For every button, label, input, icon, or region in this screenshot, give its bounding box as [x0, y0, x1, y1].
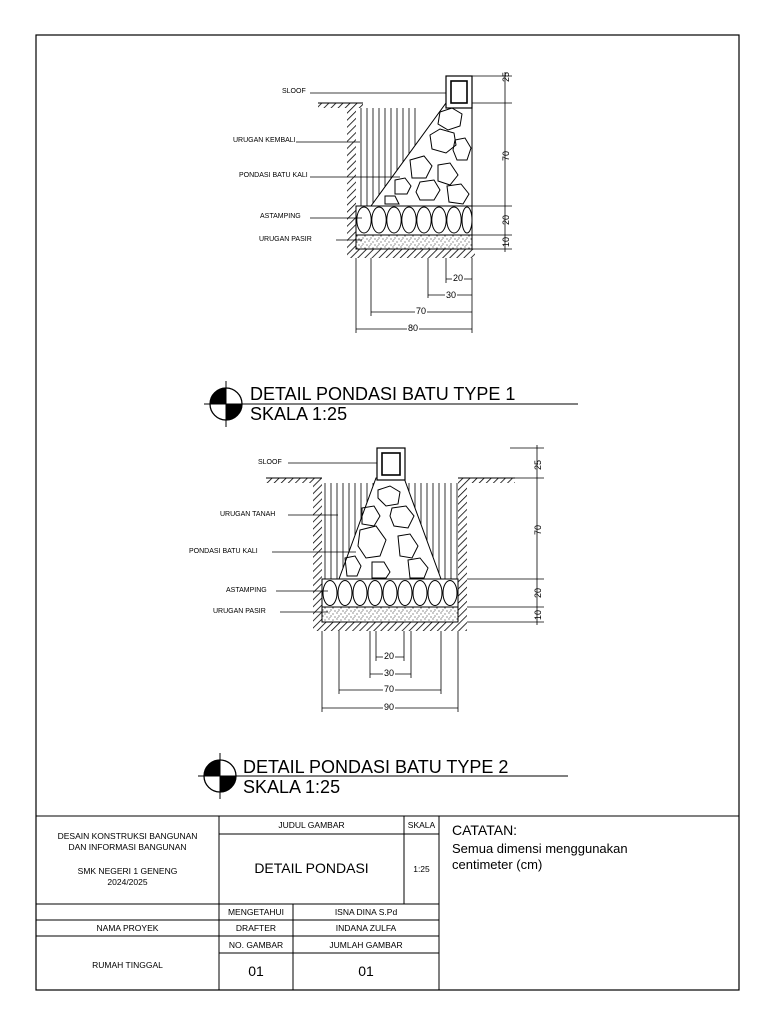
trench-wall-left — [313, 483, 322, 631]
dim-v-10: 10 — [501, 236, 511, 247]
drafter-value: INDANA ZULFA — [335, 923, 397, 933]
dim-v-20: 20 — [501, 214, 511, 225]
dim-v-70: 70 — [533, 524, 543, 535]
label-astamping: ASTAMPING — [226, 587, 267, 594]
ground-surface — [318, 103, 363, 108]
dim-h-30: 30 — [446, 290, 457, 300]
dim-v-25: 25 — [501, 71, 511, 82]
sand-layer — [322, 607, 458, 622]
drawing-scale-2: SKALA 1:25 — [243, 777, 341, 797]
mengetahui-label: MENGETAHUI — [227, 907, 285, 917]
dim-v-10: 10 — [533, 609, 543, 620]
dim-h-90: 90 — [384, 702, 395, 712]
catatan-line-1: Semua dimensi menggunakan — [452, 841, 628, 856]
school-year: 2024/2025 — [107, 877, 148, 887]
drawing-title-1: DETAIL PONDASI BATU TYPE 1 — [250, 384, 516, 404]
dim-h-20: 20 — [384, 651, 395, 661]
label-urugan-tanah: URUGAN TANAH — [220, 511, 276, 518]
org-line-1: DESAIN KONSTRUKSI BANGUNAN — [57, 831, 198, 841]
catatan-title: CATATAN: — [452, 822, 518, 838]
dim-v-25: 25 — [533, 459, 543, 470]
label-sloof: SLOOF — [282, 88, 306, 95]
org-line-2: DAN INFORMASI BANGUNAN — [68, 842, 187, 852]
trench-bottom — [347, 249, 475, 258]
drawing-title-2: DETAIL PONDASI BATU TYPE 2 — [243, 757, 509, 777]
label-astamping: ASTAMPING — [260, 213, 301, 220]
dim-v-20: 20 — [533, 587, 543, 598]
jumlah-gambar-value: 01 — [358, 963, 374, 979]
label-urugan-kembali: URUGAN KEMBALI — [233, 137, 296, 144]
vertical-dimensions — [472, 72, 512, 252]
dim-h-20: 20 — [453, 273, 464, 283]
label-urugan-pasir: URUGAN PASIR — [259, 236, 312, 243]
trench-wall-right — [458, 483, 467, 631]
label-pondasi-batu-kali: PONDASI BATU KALI — [189, 548, 258, 555]
astamping-layer — [322, 579, 458, 607]
foundation-detail-type-2 — [266, 445, 544, 712]
label-pondasi-batu-kali: PONDASI BATU KALI — [239, 172, 308, 179]
trench-wall — [347, 108, 356, 258]
label-sloof: SLOOF — [258, 459, 282, 466]
dim-h-80: 80 — [408, 323, 419, 333]
drawing-scale-1: SKALA 1:25 — [250, 404, 348, 424]
mengetahui-value: ISNA DINA S.Pd — [334, 907, 398, 917]
dim-h-70: 70 — [384, 684, 395, 694]
nama-proyek-label: NAMA PROYEK — [96, 923, 159, 933]
judul-gambar-value: DETAIL PONDASI — [254, 860, 369, 876]
ground-surface-right — [458, 478, 515, 483]
jumlah-gambar-label: JUMLAH GAMBAR — [329, 940, 403, 950]
school-name: SMK NEGERI 1 GENENG — [77, 866, 178, 876]
catatan-line-2: centimeter (cm) — [452, 857, 543, 872]
vertical-dimensions — [467, 445, 544, 625]
drafter-label: DRAFTER — [235, 923, 277, 933]
label-urugan-pasir: URUGAN PASIR — [213, 608, 266, 615]
dim-h-70: 70 — [416, 306, 427, 316]
nama-proyek-value: RUMAH TINGGAL — [92, 960, 163, 970]
dim-v-70: 70 — [501, 150, 511, 161]
trench-bottom — [313, 622, 467, 631]
no-gambar-label: NO. GAMBAR — [228, 940, 284, 950]
judul-gambar-header: JUDUL GAMBAR — [278, 820, 345, 830]
skala-value: 1:25 — [413, 864, 430, 874]
ground-surface-left — [266, 478, 322, 483]
skala-header: SKALA — [407, 820, 436, 830]
foundation-detail-type-1 — [296, 72, 512, 333]
dim-h-30: 30 — [384, 668, 395, 678]
sand-layer — [356, 235, 472, 249]
no-gambar-value: 01 — [248, 963, 264, 979]
